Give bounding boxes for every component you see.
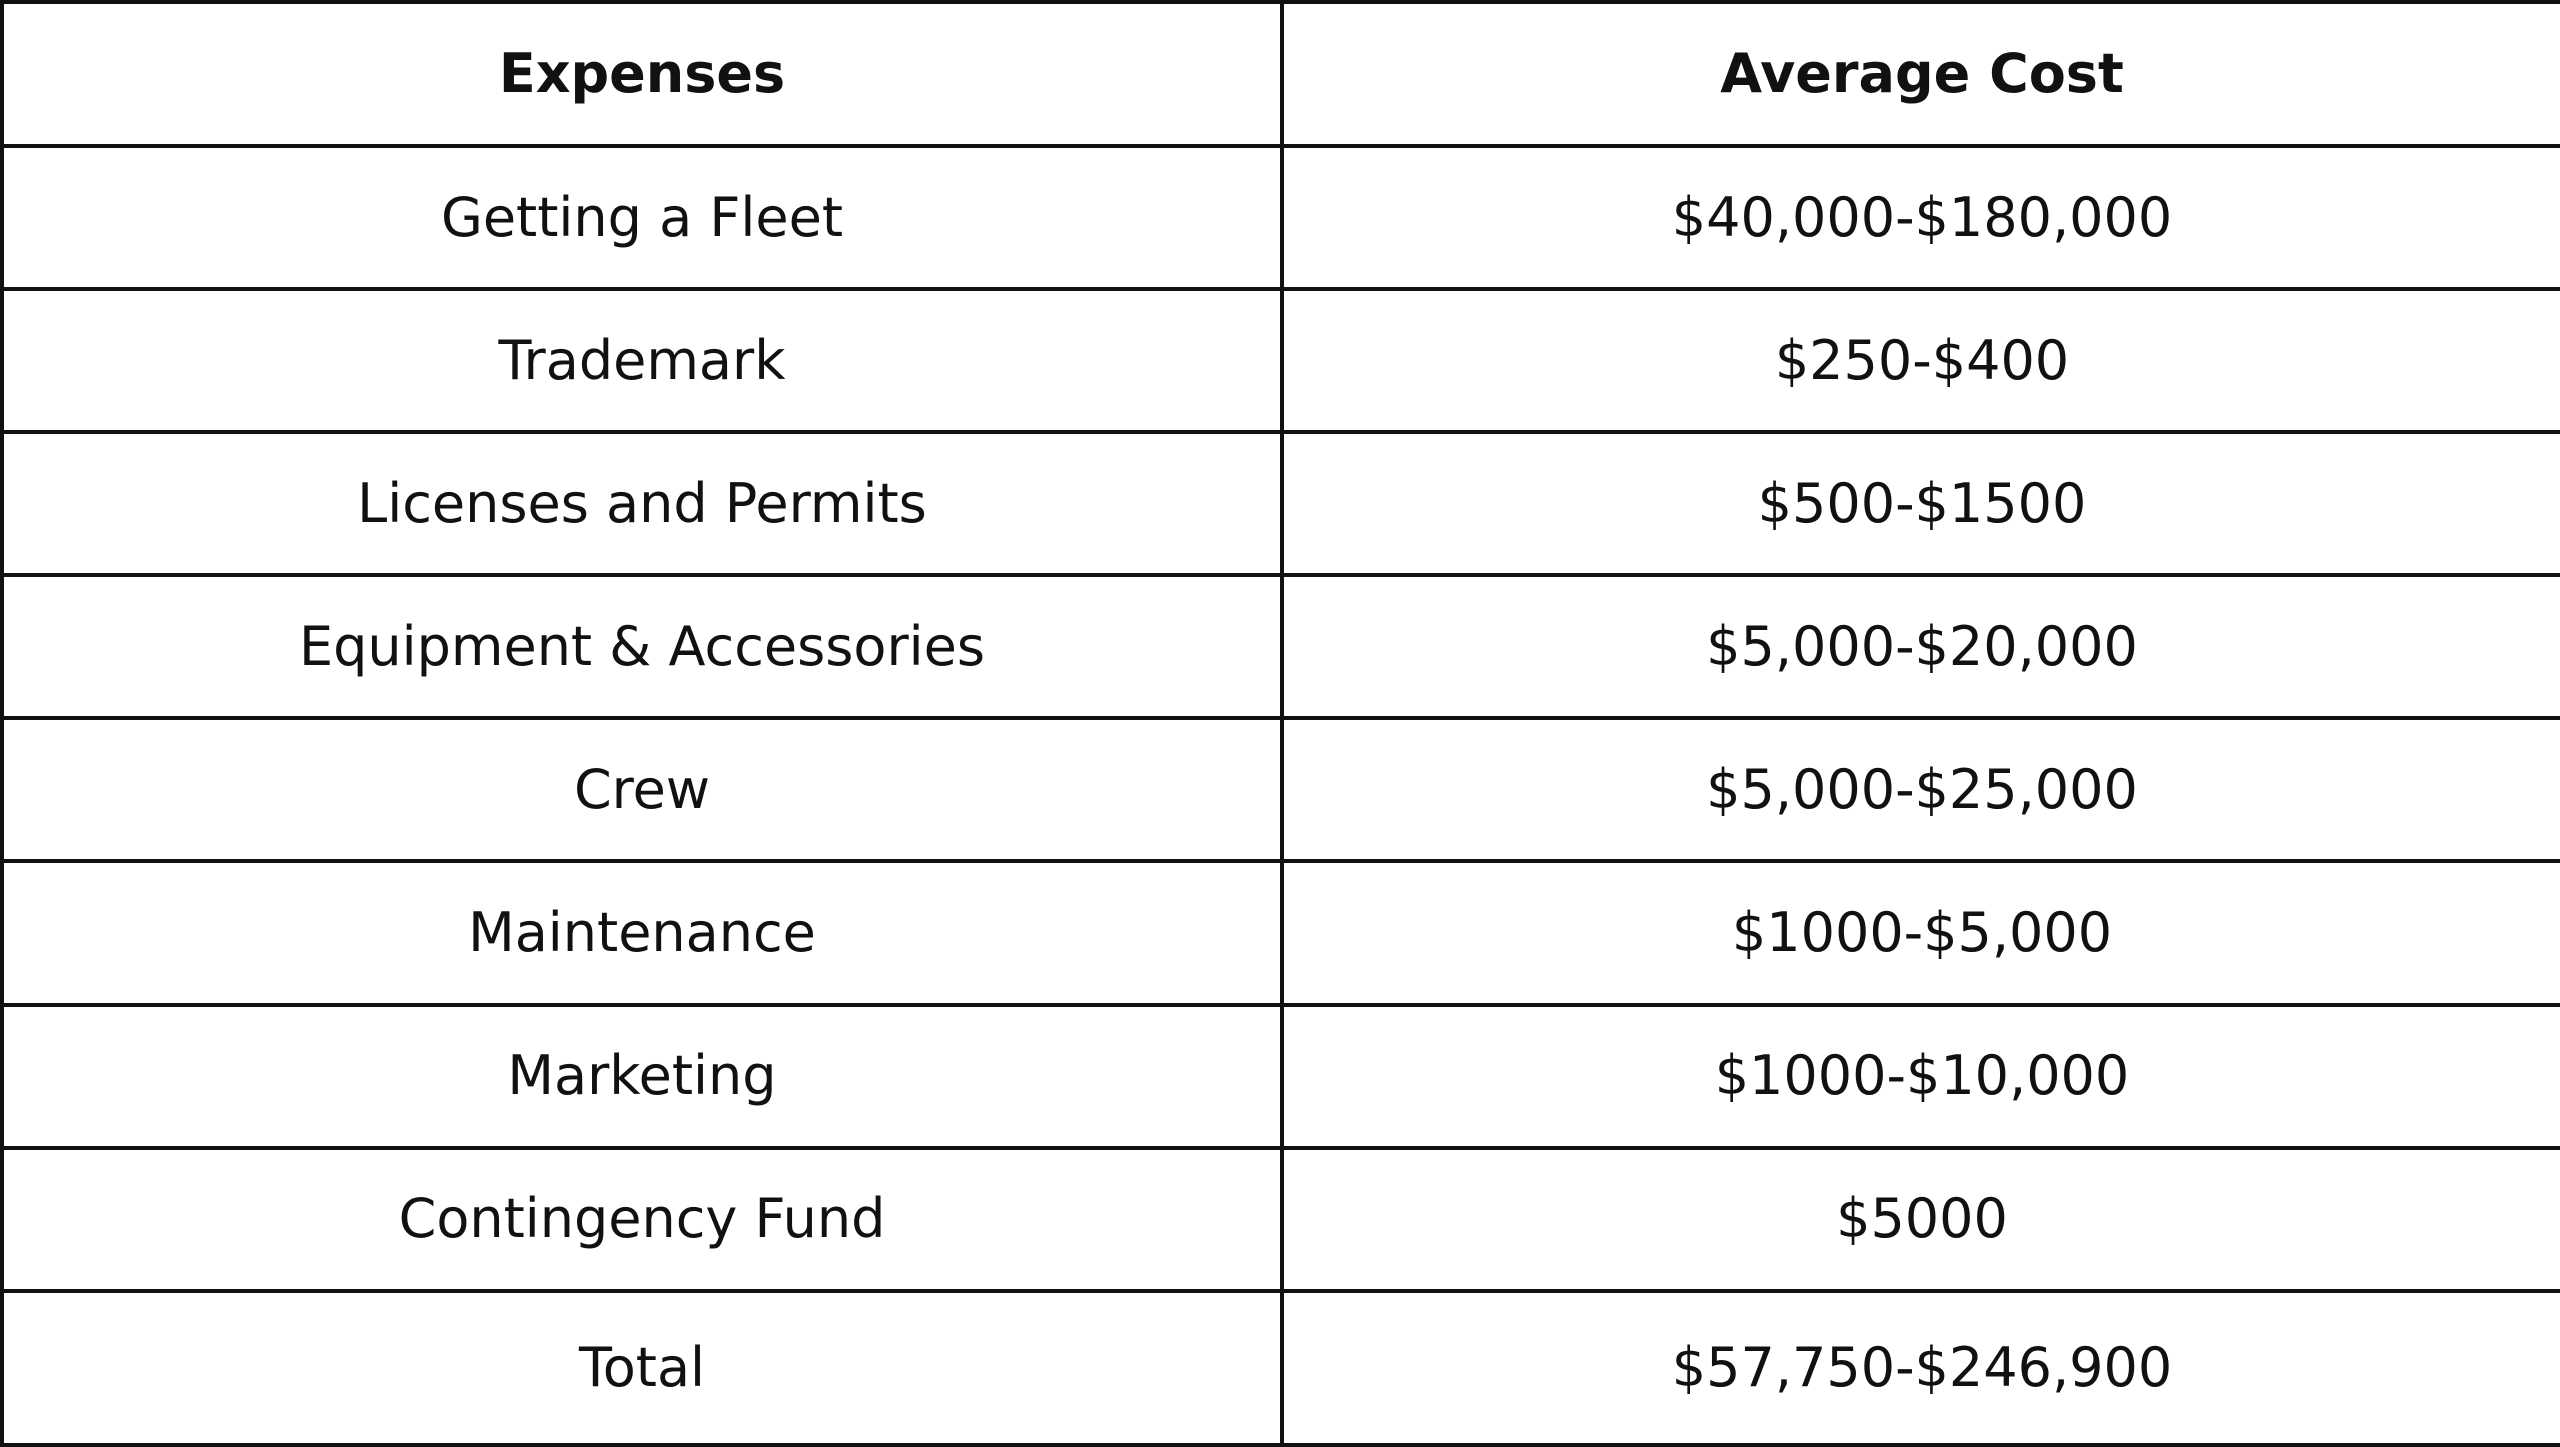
table-row: [2, 1148, 2560, 1291]
expense-cell: Marketing: [2, 1005, 1282, 1148]
total-row: [2, 1291, 2560, 1445]
table-row: [2, 718, 2560, 861]
cost-cell: $1000-$5,000: [1282, 861, 2560, 1004]
cost-cell: $500-$1500: [1282, 432, 2560, 575]
cost-cell: $5000: [1282, 1148, 2560, 1291]
table-row: [2, 289, 2560, 432]
table-row: [2, 432, 2560, 575]
expense-cell: Licenses and Permits: [2, 432, 1282, 575]
table-header-row: [2, 2, 2560, 146]
expense-cell: Equipment & Accessories: [2, 575, 1282, 718]
expense-cell: Contingency Fund: [2, 1148, 1282, 1291]
cost-cell: $5,000-$20,000: [1282, 575, 2560, 718]
table-row: [2, 575, 2560, 718]
cost-cell: $5,000-$25,000: [1282, 718, 2560, 861]
average-cost-column-header: Average Cost: [1282, 2, 2560, 146]
expense-cell: Trademark: [2, 289, 1282, 432]
table-row: [2, 146, 2560, 289]
expense-cell: Maintenance: [2, 861, 1282, 1004]
table-row: [2, 861, 2560, 1004]
total-cost-cell: $57,750-$246,900: [1282, 1291, 2560, 1445]
expense-cell: Crew: [2, 718, 1282, 861]
expense-cell: Getting a Fleet: [2, 146, 1282, 289]
expenses-column-header: Expenses: [2, 2, 1282, 146]
cost-cell: $250-$400: [1282, 289, 2560, 432]
table-row: [2, 1005, 2560, 1148]
cost-cell: $1000-$10,000: [1282, 1005, 2560, 1148]
cost-cell: $40,000-$180,000: [1282, 146, 2560, 289]
total-label-cell: Total: [2, 1291, 1282, 1445]
